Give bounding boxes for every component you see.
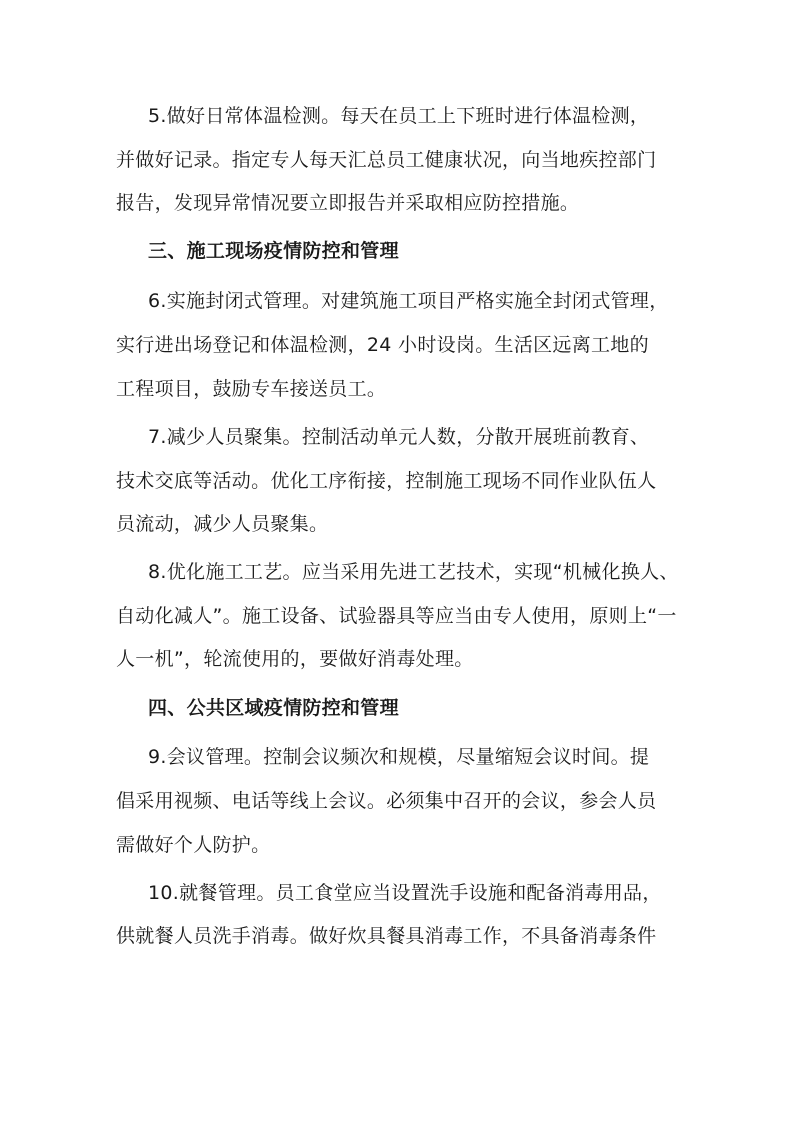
- item8-line2: 自动化减人”。施工设备、试验器具等应当由专人使用，原则上“一: [116, 605, 677, 627]
- item7-line1: 7.减少人员聚集。控制活动单元人数，分散开展班前教育、: [148, 426, 650, 448]
- item6-line2: 实行进出场登记和体温检测，24 小时设岗。生活区远离工地的: [116, 334, 649, 356]
- item5-line3: 报告，发现异常情况要立即报告并采取相应防控措施。: [116, 192, 580, 214]
- item6-line3: 工程项目，鼓励专车接送员工。: [116, 378, 387, 400]
- item8-line3: 人一机”，轮流使用的，要做好消毒处理。: [116, 648, 474, 670]
- item7-line3: 员流动，减少人员聚集。: [116, 513, 329, 535]
- item10-line2: 供就餐人员洗手消毒。做好炊具餐具消毒工作，不具备消毒条件: [116, 925, 657, 947]
- section3-heading: 三、施工现场疫情防控和管理: [148, 240, 399, 262]
- item6-line1: 6.实施封闭式管理。对建筑施工项目严格实施全封闭式管理，: [148, 290, 669, 312]
- item9-line3: 需做好个人防护。: [116, 834, 271, 856]
- item9-line2: 倡采用视频、电话等线上会议。必须集中召开的会议，参会人员: [116, 790, 657, 812]
- item7-line2: 技术交底等活动。优化工序衔接，控制施工现场不同作业队伍人: [116, 470, 657, 492]
- item5-line2: 并做好记录。指定专人每天汇总员工健康状况，向当地疾控部门: [116, 149, 657, 171]
- item10-line1: 10.就餐管理。员工食堂应当设置洗手设施和配备消毒用品，: [148, 882, 662, 904]
- section4-heading: 四、公共区域疫情防控和管理: [148, 697, 399, 719]
- item5-line1: 5.做好日常体温检测。每天在员工上下班时进行体温检测，: [148, 105, 650, 127]
- item8-line1: 8.优化施工工艺。应当采用先进工艺技术，实现“机械化换人、: [148, 561, 679, 583]
- item9-line1: 9.会议管理。控制会议频次和规模，尽量缩短会议时间。提: [148, 746, 650, 768]
